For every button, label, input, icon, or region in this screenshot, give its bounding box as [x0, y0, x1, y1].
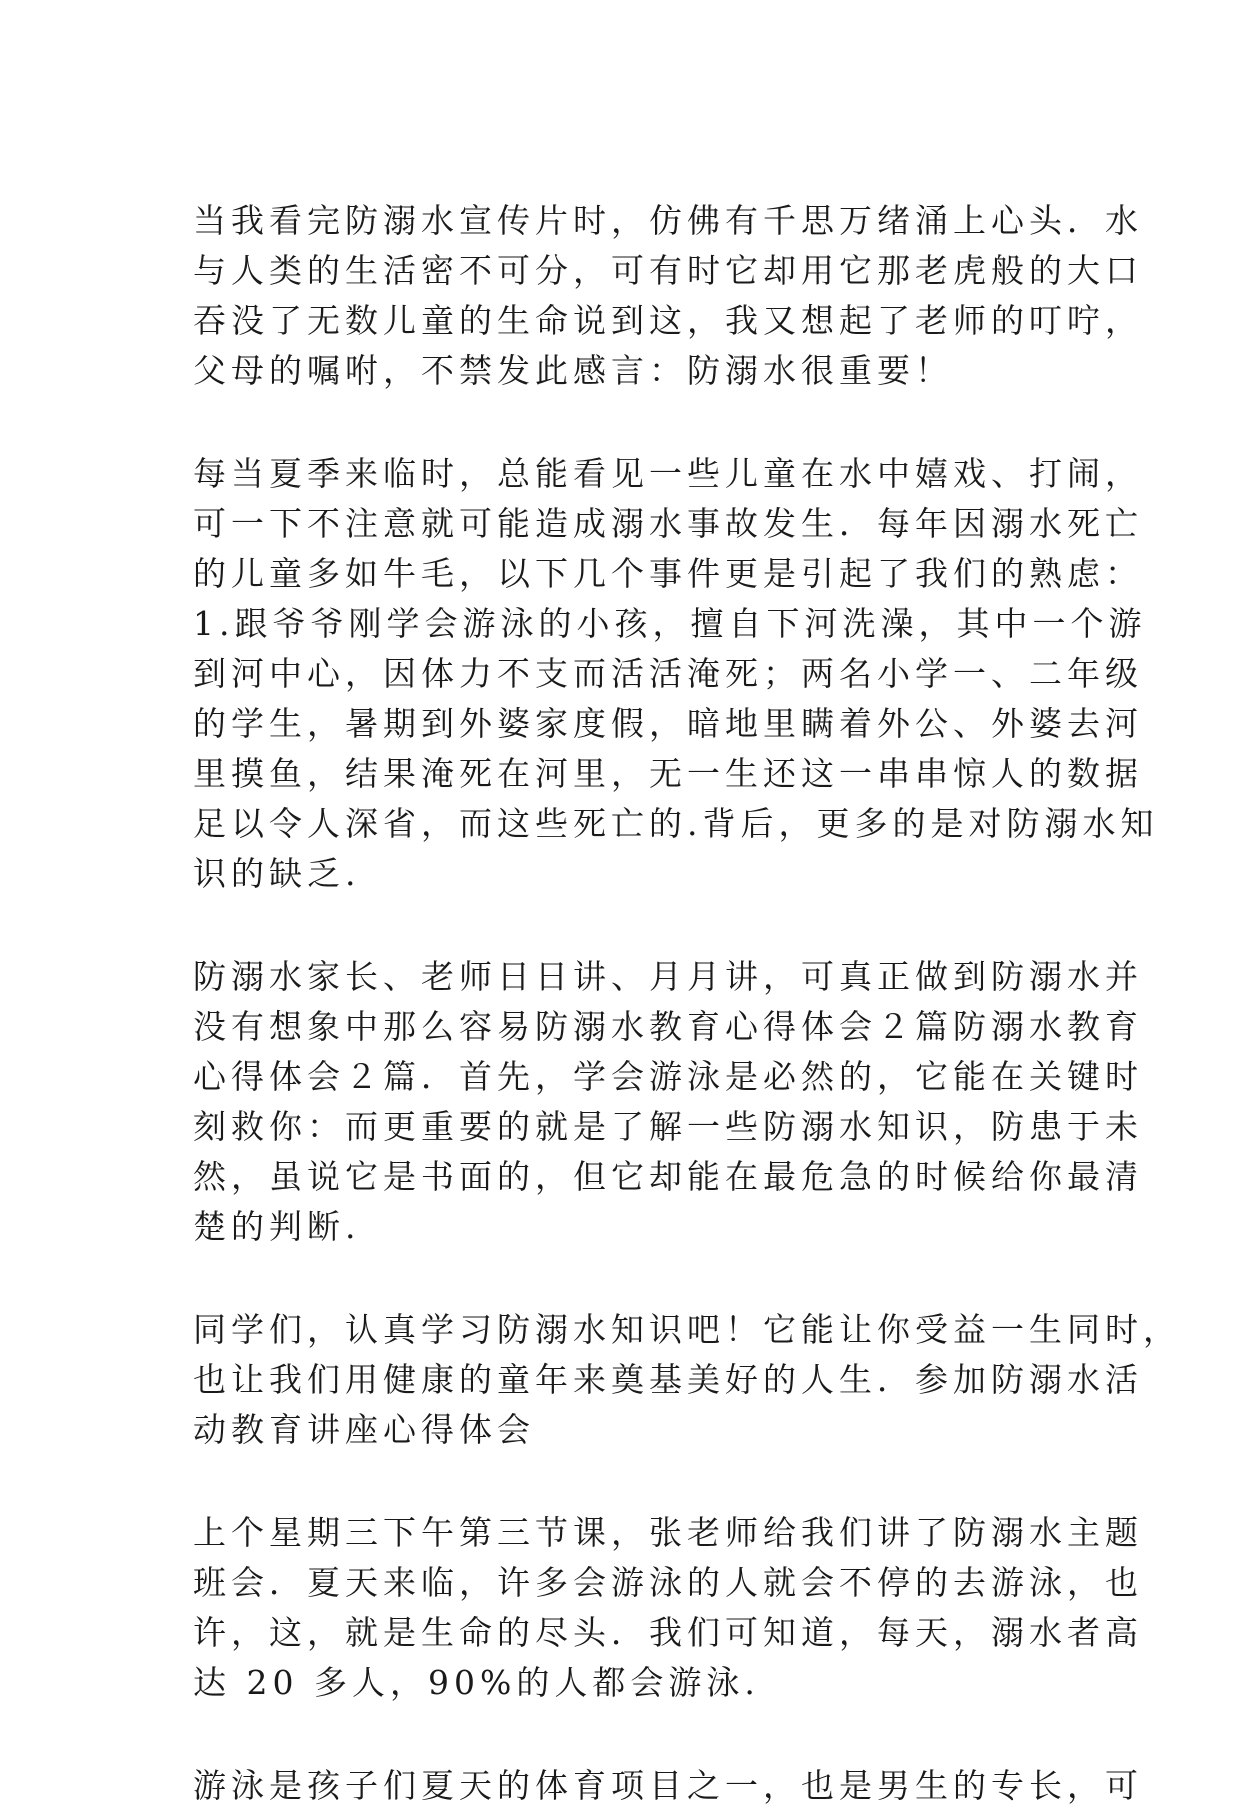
text-line: 到河中心，因体力不支而活活淹死；两名小学一、二年级 [193, 654, 1143, 693]
paragraph-gap [193, 1708, 1053, 1761]
paragraph-gap [193, 899, 1053, 952]
text-line: 动教育讲座心得体会 [193, 1410, 535, 1449]
text-line: 的儿童多如牛毛，以下几个事件更是引起了我们的熟虑： [193, 554, 1143, 593]
paragraph [193, 1305, 1181, 1455]
text-line: 没有想象中那么容易防溺水教育心得体会２篇防溺水教育 [193, 1007, 1143, 1046]
text-line: 刻救你：而更重要的就是了解一些防溺水知识，防患于未 [193, 1107, 1143, 1146]
text-line: 当我看完防溺水宣传片时，仿佛有千思万绪涌上心头．水 [193, 201, 1143, 240]
text-line: 与人类的生活密不可分，可有时它却用它那老虎般的大口 [193, 251, 1143, 290]
paragraph [193, 449, 1159, 899]
text-line: 班会．夏天来临，许多会游泳的人就会不停的去游泳，也 [193, 1563, 1143, 1602]
document-body [193, 196, 1181, 1811]
text-line: 1.跟爷爷刚学会游泳的小孩，擅自下河洗澡，其中一个游 [193, 604, 1147, 643]
text-line: 许，这，就是生命的尽头．我们可知道，每天，溺水者高 [193, 1613, 1143, 1652]
paragraph [193, 1761, 1143, 1811]
text-line: 上个星期三下午第三节课，张老师给我们讲了防溺水主题 [193, 1513, 1143, 1552]
paragraph [193, 1508, 1143, 1708]
text-line: 父母的嘱咐，不禁发此感言：防溺水很重要！ [193, 351, 953, 390]
paragraph [193, 196, 1143, 396]
paragraph-gap [193, 1252, 1053, 1305]
text-line: 心得体会２篇．首先，学会游泳是必然的，它能在关键时 [193, 1057, 1143, 1096]
text-line: 楚的判断. [193, 1207, 361, 1246]
paragraph-gap [193, 396, 1053, 449]
text-line: 防溺水家长、老师日日讲、月月讲，可真正做到防溺水并 [193, 957, 1143, 996]
text-line: 可一下不注意就可能造成溺水事故发生．每年因溺水死亡 [193, 504, 1143, 543]
text-line: 吞没了无数儿童的生命说到这，我又想起了老师的叮咛， [193, 301, 1143, 340]
text-line: 然，虽说它是书面的，但它却能在最危急的时候给你最清 [193, 1157, 1143, 1196]
text-line: 里摸鱼，结果淹死在河里，无一生还这一串串惊人的数据 [193, 754, 1143, 793]
text-line: 足以令人深省，而这些死亡的.背后，更多的是对防溺水知 [193, 804, 1159, 843]
text-line: 每当夏季来临时，总能看见一些儿童在水中嬉戏、打闹， [193, 454, 1143, 493]
text-line: 同学们，认真学习防溺水知识吧！它能让你受益一生同时， [193, 1310, 1181, 1349]
text-line: 也让我们用健康的童年来奠基美好的人生．参加防溺水活 [193, 1360, 1143, 1399]
text-line: 识的缺乏. [193, 854, 361, 893]
paragraph-gap [193, 1455, 1053, 1508]
text-line: 达 20 多人，90%的人都会游泳. [193, 1663, 760, 1702]
text-line: 的学生，暑期到外婆家度假，暗地里瞒着外公、外婆去河 [193, 704, 1143, 743]
text-line: 游泳是孩子们夏天的体育项目之一，也是男生的专长，可 [193, 1766, 1143, 1805]
paragraph [193, 952, 1143, 1252]
